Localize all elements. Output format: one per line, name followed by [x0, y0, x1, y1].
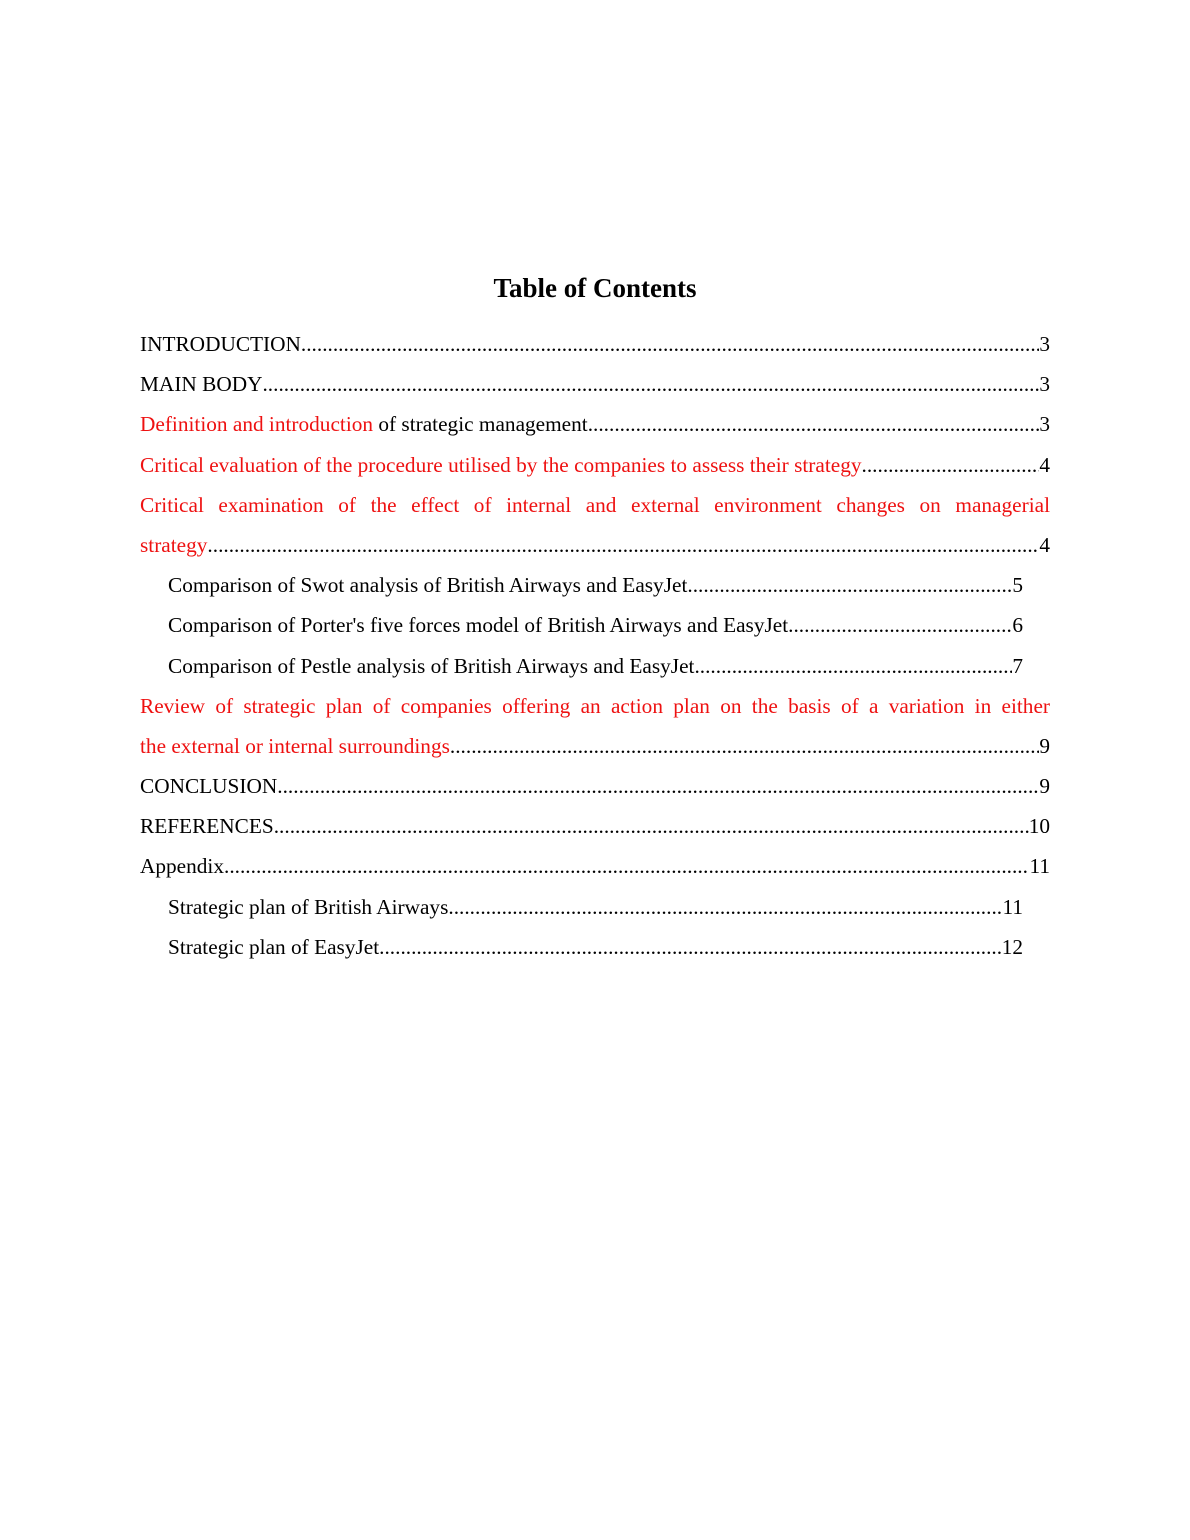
toc-entry-label: Appendix — [140, 854, 224, 879]
toc-entry-critical-examination[interactable] — [140, 485, 1050, 565]
toc-entry-page: 3 — [1039, 412, 1050, 437]
toc-entry-label-highlighted: Definition and introduction — [140, 412, 374, 437]
dot-leader — [379, 927, 1002, 967]
toc-entry-porter[interactable] — [168, 605, 1023, 645]
toc-entry-label: Comparison of Pestle analysis of British Airways and EasyJet — [168, 653, 695, 678]
toc-entry-label: REFERENCES — [140, 814, 274, 839]
toc-entry-plan-easyjet[interactable] — [168, 927, 1023, 967]
toc-entry-page: 4 — [1039, 452, 1050, 477]
toc-title: Table of Contents — [493, 273, 697, 303]
toc-entry-plan-british-airways[interactable] — [168, 887, 1023, 927]
toc-entry-label: Comparison of Porter's five forces model of British Airways and EasyJet — [168, 613, 789, 638]
toc-entry-page: 5 — [1012, 573, 1023, 598]
toc-entry-page: 11 — [1002, 894, 1023, 919]
dot-leader — [274, 806, 1029, 846]
toc-entry-page: 12 — [1001, 934, 1023, 959]
table-of-contents — [0, 324, 1190, 967]
dot-leader — [207, 525, 1039, 565]
toc-entry-page: 10 — [1028, 814, 1050, 839]
toc-entry-review[interactable] — [140, 686, 1050, 766]
toc-entry-page: 11 — [1029, 854, 1050, 879]
toc-entry-critical-evaluation[interactable] — [140, 445, 1050, 485]
toc-entry-pestle[interactable] — [168, 646, 1023, 686]
dot-leader — [448, 887, 1002, 927]
toc-entry-page: 3 — [1039, 372, 1050, 397]
toc-entry-label-rest: of strategic management — [373, 412, 588, 437]
toc-entry-appendix[interactable] — [140, 846, 1050, 886]
toc-entry-label: Strategic plan of British Airways — [168, 894, 449, 919]
toc-entry-label — [140, 404, 588, 444]
dot-leader — [277, 766, 1039, 806]
toc-entry-introduction[interactable] — [140, 324, 1050, 364]
dot-leader — [862, 445, 1040, 485]
dot-leader — [262, 364, 1039, 404]
toc-entry-label: INTRODUCTION — [140, 332, 301, 356]
toc-entry-line2 — [140, 525, 1050, 565]
dot-leader — [588, 404, 1040, 444]
toc-entry-page: 7 — [1012, 653, 1023, 678]
toc-entry-label: Strategic plan of EasyJet — [168, 934, 380, 959]
toc-entry-main-body[interactable] — [140, 364, 1050, 404]
dot-leader — [687, 565, 1012, 605]
dot-leader — [224, 846, 1029, 886]
toc-entry-label-line1: Critical examination of the effect of internal and external environment changes on managerial — [140, 492, 1050, 517]
toc-entry-label-line1: Review of strategic plan of companies offering an action plan on the basis of a variation in either — [140, 693, 1050, 718]
toc-entry-label: Comparison of Swot analysis of British Airways and EasyJet — [168, 573, 688, 598]
toc-entry-page: 3 — [1039, 332, 1050, 356]
toc-entry-references[interactable] — [140, 806, 1050, 846]
toc-entry-label: MAIN BODY — [140, 372, 263, 397]
toc-entry-page: 9 — [1039, 774, 1050, 799]
toc-entry-label-line2: strategy — [140, 532, 208, 557]
toc-entry-label: CONCLUSION — [140, 774, 278, 799]
toc-entry-conclusion[interactable] — [140, 766, 1050, 806]
toc-entry-label: Critical evaluation of the procedure utilised by the companies to assess their strategy — [140, 452, 862, 477]
toc-entry-page: 9 — [1039, 733, 1050, 758]
dot-leader — [301, 324, 1039, 364]
toc-entry-swot[interactable] — [168, 565, 1023, 605]
toc-entry-line2 — [140, 726, 1050, 766]
dot-leader — [788, 605, 1012, 645]
toc-entry-page: 6 — [1012, 613, 1023, 638]
toc-entry-page: 4 — [1039, 532, 1050, 557]
dot-leader — [694, 646, 1012, 686]
toc-entry-definition[interactable] — [140, 404, 1050, 444]
toc-entry-label-line2: the external or internal surroundings — [140, 733, 450, 758]
dot-leader — [450, 726, 1039, 766]
